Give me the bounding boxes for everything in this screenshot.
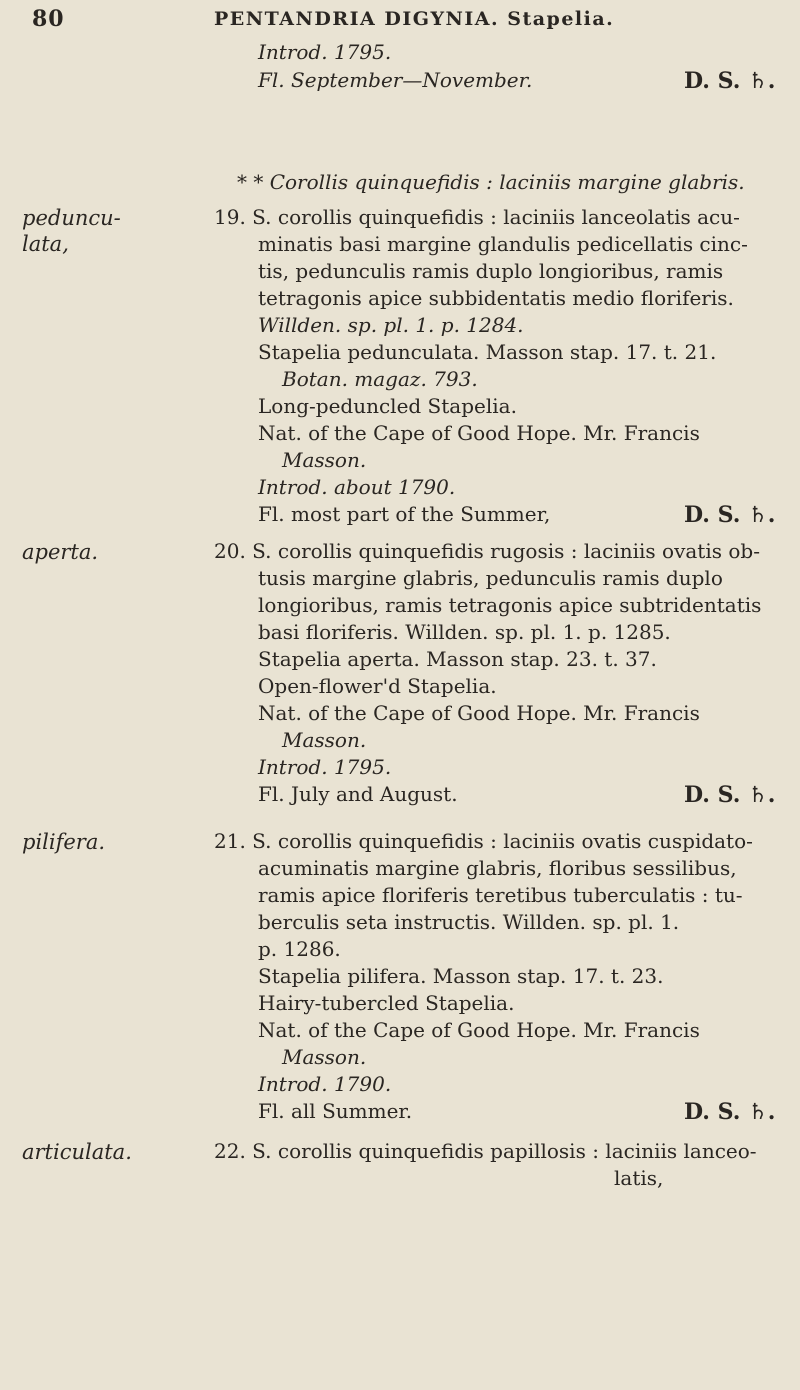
intro-flowering: Fl. September—November. <box>258 68 533 92</box>
entry-20-duration-sign: D. S. ♄. <box>684 782 776 808</box>
entry-21-line-11: Fl. all Summer. <box>258 1099 413 1123</box>
entry-19-line-10: Masson. <box>282 448 367 472</box>
entry-19-line-1: 19. S. corollis quinquefidis : laciniis lanceolatis acu- <box>214 205 740 229</box>
entry-20-line-6: Open-flower'd Stapelia. <box>258 674 497 698</box>
entry-20-line-5: Stapelia aperta. Masson stap. 23. t. 37. <box>258 647 657 671</box>
margin-label-19b: lata, <box>22 232 69 256</box>
section-heading: * * Corollis quinquefidis : laciniis margine glabris. <box>237 170 745 194</box>
margin-label-21: pilifera. <box>22 830 106 854</box>
entry-19-line-9: Nat. of the Cape of Good Hope. Mr. Francis <box>258 421 700 445</box>
entry-19-duration-sign: D. S. ♄. <box>684 502 776 528</box>
entry-21-line-6: Stapelia pilifera. Masson stap. 17. t. 23. <box>258 964 664 988</box>
entry-19-line-3: tis, pedunculis ramis duplo longioribus, ramis <box>258 259 724 283</box>
entry-19-line-6: Stapelia pedunculata. Masson stap. 17. t. 21. <box>258 340 717 364</box>
entry-20-line-2: tusis margine glabris, pedunculis ramis duplo <box>258 566 723 590</box>
entry-19-line-4: tetragonis apice subbidentatis medio floriferis. <box>258 286 734 310</box>
entry-19-line-8: Long-peduncled Stapelia. <box>258 394 517 418</box>
margin-label-20: aperta. <box>22 540 99 564</box>
entry-21-line-8: Nat. of the Cape of Good Hope. Mr. Francis <box>258 1018 700 1042</box>
intro-introd: Introd. 1795. <box>258 40 392 64</box>
entry-19-line-5: Willden. sp. pl. 1. p. 1284. <box>258 313 524 337</box>
entry-20-line-10: Fl. July and August. <box>258 782 458 806</box>
entry-21-line-9: Masson. <box>282 1045 367 1069</box>
entry-21-line-4: berculis seta instructis. Willden. sp. pl. 1. <box>258 910 680 934</box>
entry-22-line-1: 22. S. corollis quinquefidis papillosis : laciniis lanceo- <box>214 1139 757 1163</box>
entry-21-line-7: Hairy-tubercled Stapelia. <box>258 991 515 1015</box>
entry-21-line-2: acuminatis margine glabris, floribus sessilibus, <box>258 856 737 880</box>
entry-19-line-2: minatis basi margine glandulis pedicellatis cinc- <box>258 232 748 256</box>
margin-label-19: peduncu- <box>22 206 121 230</box>
entry-20-line-1: 20. S. corollis quinquefidis rugosis : laciniis ovatis ob- <box>214 539 760 563</box>
entry-21-line-1: 21. S. corollis quinquefidis : laciniis ovatis cuspidato- <box>214 829 753 853</box>
entry-21-line-3: ramis apice floriferis teretibus tuberculatis : tu- <box>258 883 743 907</box>
intro-duration-sign: D. S. ♄. <box>684 68 776 94</box>
page-number: 80 <box>32 6 65 32</box>
entry-19-line-11: Introd. about 1790. <box>258 475 456 499</box>
entry-22-line-2: latis, <box>614 1166 664 1190</box>
entry-21-line-5: p. 1286. <box>258 937 341 961</box>
entry-20-line-3: longioribus, ramis tetragonis apice subtridentatis <box>258 593 762 617</box>
margin-label-22: articulata. <box>22 1140 132 1164</box>
entry-19-line-12: Fl. most part of the Summer, <box>258 502 551 526</box>
running-title: PENTANDRIA DIGYNIA. Stapelia. <box>214 8 615 30</box>
entry-19-line-7: Botan. magaz. 793. <box>282 367 478 391</box>
entry-20-line-9: Introd. 1795. <box>258 755 392 779</box>
entry-21-duration-sign: D. S. ♄. <box>684 1099 776 1125</box>
entry-21-line-10: Introd. 1790. <box>258 1072 392 1096</box>
entry-20-line-7: Nat. of the Cape of Good Hope. Mr. Francis <box>258 701 700 725</box>
entry-20-line-8: Masson. <box>282 728 367 752</box>
entry-20-line-4: basi floriferis. Willden. sp. pl. 1. p. 1285. <box>258 620 671 644</box>
